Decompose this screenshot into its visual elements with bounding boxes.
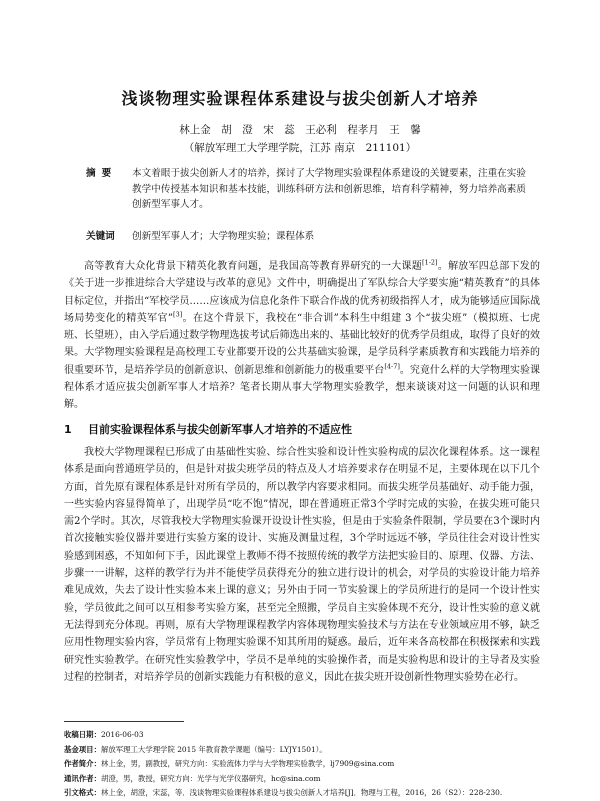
citation-1: [1-2]	[422, 258, 438, 267]
abstract-label: 摘要	[86, 168, 118, 179]
section-1-title: 目前实验课程体系与拔尖创新军事人才培养的不适应性	[88, 423, 352, 436]
keywords-text: 创新型军事人才；大学物理实验；课程体系	[132, 231, 315, 242]
intro-paragraph	[64, 258, 540, 414]
citation-3: [4-7]	[384, 362, 400, 371]
paper-title: 浅谈物理实验课程体系建设与拔尖创新人才培养	[121, 89, 479, 108]
abstract	[86, 166, 526, 213]
footnotes	[64, 728, 544, 801]
intro-text-4: 。究竟什么样的大学物理实验课程体系才适应拔尖创新军事人才培养？笔者长期从事大学物理实验教学，想来谈谈对这一问题的认识和理解。	[64, 364, 541, 411]
abstract-text: 本文着眼于拔尖创新人才的培养，探讨了大学物理实验课程体系建设的关键要素，注重在实验教学中传授基本知识和基本技能，训练科研方法和创新思维，培育科学精神，努力培养高素质创新型军事人才。	[132, 168, 526, 210]
footnote-author: 作者简介：林上金，男，副教授，研究方向：实验流体力学与大学物理实验教学，lj7909@sina.com	[64, 759, 395, 769]
author-list: 林上金 胡 澄 宋 蕊 王必利 程孝月 王 馨	[179, 124, 421, 136]
intro-text-3: 。在这个背景下，我校在“非合训”本科生中组建 3 个“拔尖班”（模拟班、七虎班、长望班），由入学后通过数学物理选拔考试后筛选出来的、基础比较好的优秀学员组成，取得了良好的效果。大学物理实验课程是高校理工专业都要开设的公共基础实验课，是学员科学素质教育和实践能力培养的很重要环节，是培养学员的创新意识、创新思维和创新能力的极重要平台	[64, 312, 540, 376]
footnote-divider	[64, 721, 184, 722]
footnote-citation: 引文格式：林上金，胡澄，宋蕊，等．浅谈物理实验课程体系建设与拔尖创新人才培养[J]．物理与工程，2016，26（S2）：228-230.	[64, 788, 503, 798]
citation-2: [3]	[173, 310, 183, 319]
affiliation: （解放军理工大学理学院，江苏 南京 211101）	[183, 142, 417, 154]
section-1-number: 1	[64, 423, 72, 436]
intro-text-2: 。解放军四总部下发的《关于进一步推进综合大学建设与改革的意见》文件中，明确提出了军队综合大学要实施“精英教育”的具体目标定位，并指出“军校学员……应该成为信息化条件下联合作战的优秀初级指挥人才，成为能够适应国际战场局势变化的精英军官”	[64, 261, 541, 324]
footnote-corresponding: 通讯作者：胡澄，男，教授，研究方向：光学与光学仪器研究，hc@sina.com	[64, 773, 321, 783]
footnote-fund: 基金项目：解放军理工大学理学院 2015 年教育教学课题（编号：LYJY1501）。	[64, 744, 327, 754]
keywords	[86, 229, 526, 245]
section-1-paragraph: 我校大学物理课程已形成了由基础性实验、综合性实验和设计性实验构成的层次化课程体系。这一课程体系是面向普通班学员的，但是针对拔尖班学员的特点及人才培养要求存在明显不足，主要体现在以下几个方面，首先原有课程体系是针对所有学员的，所以教学内容要求相同。而拔尖班学员基础好、动手能力强，一些实验内容显得简单了，出现学员“吃不饱”情况，即在普通班正常3个学时完成的实验，在拔尖班可能只需2个学时。其次，尽管我校大学物理实验课开设设计性实验，但是由于实验条件限制，学员要在3个课时内首次接触实验仪器并要进行实验方案的设计、实施及测量过程，3个学时远远不够，学员往往会对设计性实验感到困惑，不知如何下手，因此课堂上教师不得不按照传统的教学方法把实验目的、原理、仪器、方法、步骤一一讲解，这样的教学行为并不能使学员获得充分的独立进行设计的机会，对学员的实验设计能力培养难见成效，失去了设计性实验本来上课的意义；另外由于同一节实验课上的学员所进行的是同一个设计性实验，学员彼此之间可以互相参考实验方案，甚至完全照搬，学员自主实验体现不充分，设计性实验的意义就无法得到充分体现。再则，原有大学物理课程教学内容体现物理实验技术与方法在专业领域应用不够，缺乏应用性物理实验内容，学员常有上物理实验课不知其所用的疑惑。最后，近年来各高校都在积极探索和实践研究性实验教学。在研究性实验教学中，学员不是单纯的实验操作者，而是实验构思和设计的主导者及实验过程的控制者，对培养学员的创新实践能力有积极的意义，因此在拔尖班开设创新性物理实验势在必行。	[64, 447, 540, 683]
section-1-heading	[64, 421, 352, 437]
keywords-label: 关键词	[86, 231, 115, 242]
intro-text-1: 高等教育大众化背景下精英化教育问题，是我国高等教育界研究的一大课题	[84, 261, 423, 272]
footnote-received: 收稿日期：2016-06-03	[64, 730, 144, 739]
